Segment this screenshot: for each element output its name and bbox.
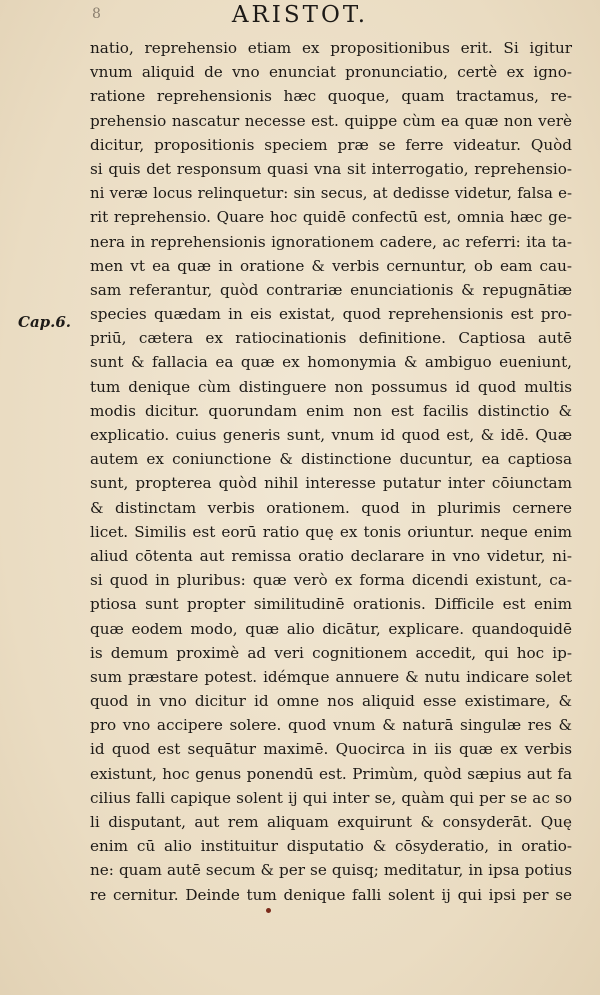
- text-line: ratione reprehensionis hæc quoque, quam tractamus, re-: [90, 87, 572, 106]
- text-line: aliud cōtenta aut remissa oratio declarare in vno videtur, ni-: [90, 546, 572, 565]
- text-line: men vt ea quæ in oratione & verbis cernuntur, ob eam cau-: [90, 256, 572, 275]
- text-line: dicitur, propositionis speciem præ se ferre videatur. Quòd: [90, 135, 572, 154]
- text-line: is demum proximè ad veri cognitionem accedit, qui hoc ip-: [90, 643, 572, 662]
- text-line: explicatio. cuius generis sunt, vnum id quod est, & idē. Quæ: [90, 426, 572, 444]
- text-line: vnum aliquid de vno enunciat pronunciatio, certè ex igno-: [90, 63, 572, 82]
- text-line: quæ eodem modo, quæ alio dicātur, explicare. quandoquidē: [90, 619, 572, 638]
- text-line: ne: quam autē secum & per se quisq; meditatur, in ipsa potius: [90, 861, 572, 880]
- text-line: existunt, hoc genus ponendū est. Primùm, quòd sæpius aut fa: [90, 764, 572, 783]
- text-line: cilius falli capique solent ij qui inter se, quàm qui per se ac so: [90, 788, 572, 807]
- text-line: ptiosa sunt propter similitudinē orationis. Difficile est enim: [90, 595, 572, 614]
- text-line: si quis det responsum quasi vna sit interrogatio, reprehensio-: [90, 159, 572, 178]
- body-text: [90, 36, 572, 907]
- folio-number: 8: [92, 6, 101, 22]
- text-line: prehensio nascatur necesse est. quippe cùm ea quæ non verè: [90, 111, 572, 130]
- text-line: nera in reprehensionis ignorationem cadere, ac referri: ita ta-: [90, 232, 572, 251]
- text-line: natio, reprehensio etiam ex propositionibus erit. Si igitur: [90, 39, 572, 57]
- text-line: si quod in pluribus: quæ verò ex forma dicendi existunt, ca-: [90, 571, 572, 590]
- text-line: pro vno accipere solere. quod vnum & naturā singulæ res &: [90, 716, 572, 735]
- text-line: sunt & fallacia ea quæ ex homonymia & ambiguo eueniunt,: [90, 353, 572, 372]
- text-line: species quædam in eis existat, quod reprehensionis est pro-: [90, 305, 572, 324]
- text-line: sunt, propterea quòd nihil interesse putatur inter cōiunctam: [90, 474, 572, 493]
- running-head: ARISTOT.: [231, 2, 369, 28]
- text-line: priū, cætera ex ratiocinationis definitione. Captiosa autē: [90, 329, 572, 348]
- text-line: re cernitur. Deinde tum denique falli solent ij qui ipsi per se: [90, 885, 572, 904]
- text-line: sam referantur, quòd contrariæ enunciationis & repugnātiæ: [90, 280, 572, 299]
- text-line: rit reprehensio. Quare hoc quidē confectū est, omnia hæc ge-: [90, 208, 572, 227]
- text-line: quod in vno dicitur id omne nos aliquid esse existimare, &: [90, 692, 572, 711]
- text-line: sum præstare potest. idémque annuere & nutu indicare solet: [90, 667, 572, 686]
- text-line: enim cū alio instituitur disputatio & cōsyderatio, in oratio-: [90, 837, 572, 856]
- text-line: autem ex coniunctione & distinctione ducuntur, ea captiosa: [90, 450, 572, 469]
- text-line: li disputant, aut rem aliquam exquirunt & consyderāt. Quę: [90, 813, 572, 831]
- text-line: id quod est sequātur maximē. Quocirca in iis quæ ex verbis: [90, 740, 572, 759]
- text-line: modis dicitur. quorundam enim non est facilis distinctio &: [90, 401, 572, 420]
- text-line: ni veræ locus relinquetur: sin secus, at dedisse videtur, falsa e-: [90, 184, 572, 203]
- ink-mark: [266, 908, 271, 913]
- text-line: & distinctam verbis orationem. quod in plurimis cernere: [90, 498, 572, 517]
- text-line: licet. Similis est eorū ratio quę ex tonis oriuntur. neque enim: [90, 522, 572, 541]
- chapter-marginal-note: Cap.6.: [18, 313, 72, 331]
- text-line: tum denique cùm distinguere non possumus id quod multis: [90, 377, 572, 396]
